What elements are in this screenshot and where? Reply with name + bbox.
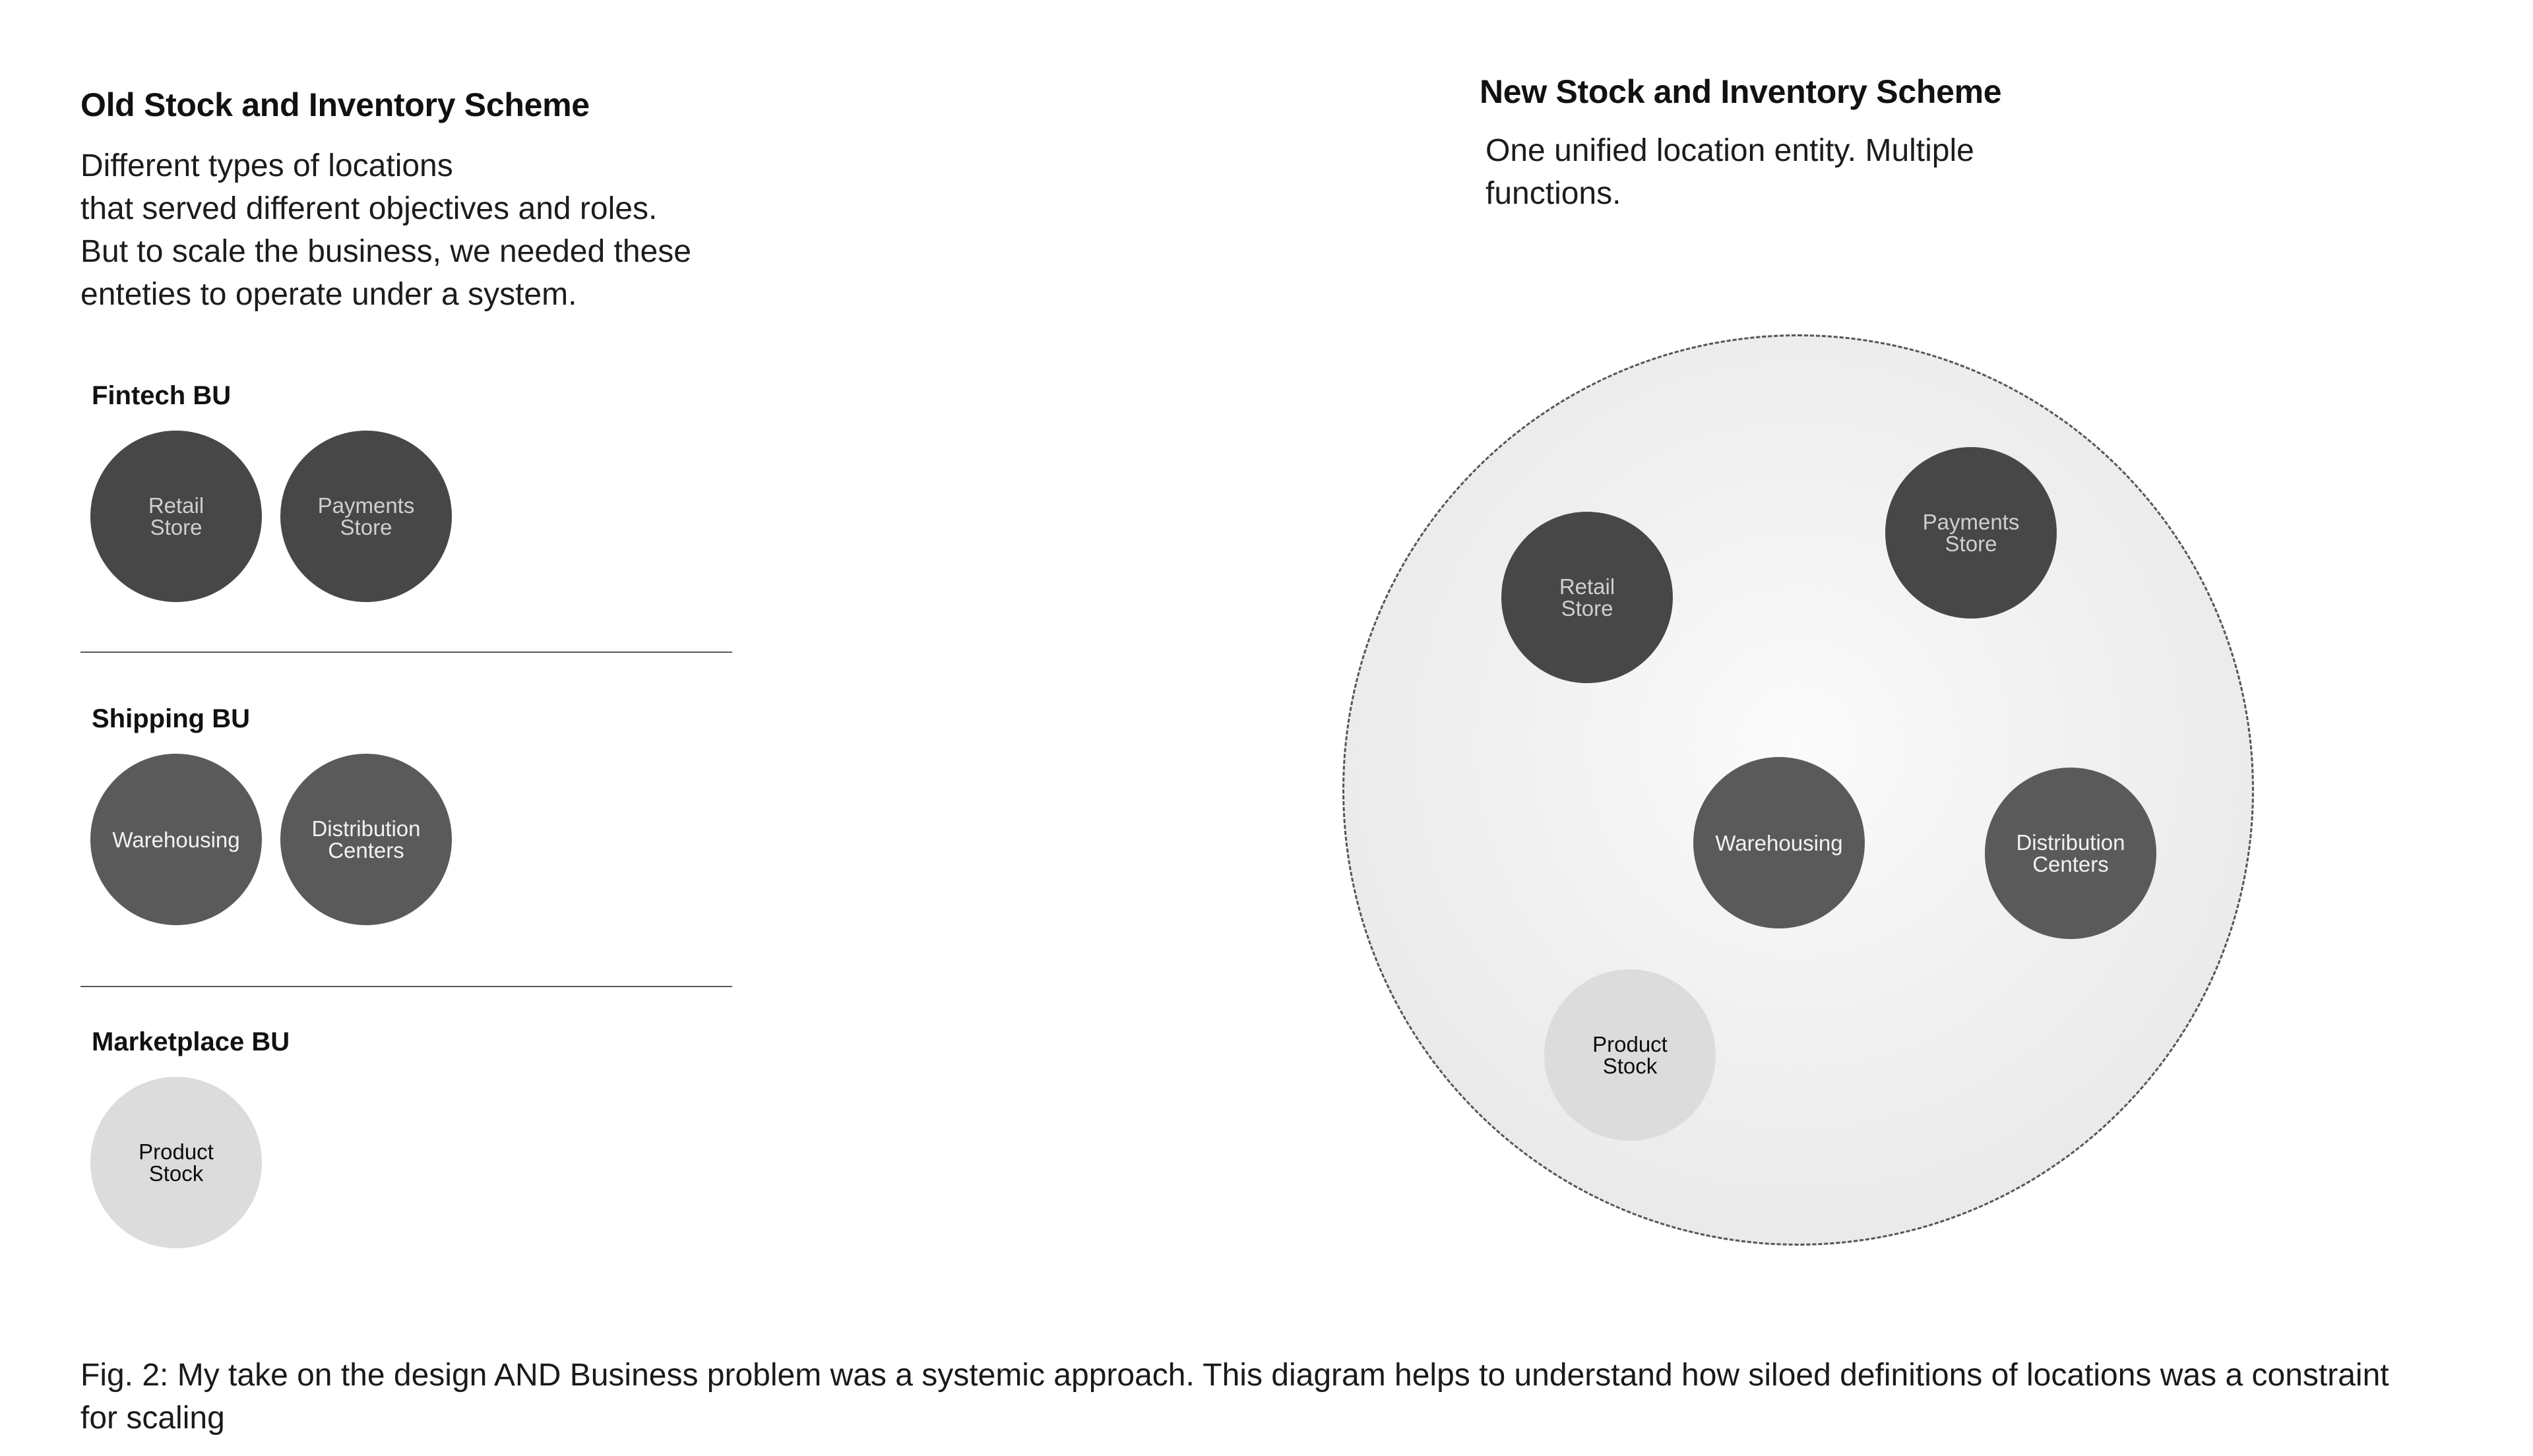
caption-line: for scaling [80, 1401, 225, 1436]
fintech-bu-label: Fintech BU [92, 381, 232, 410]
old-retail-store-node [90, 431, 262, 602]
marketplace-bu-label: Marketplace BU [92, 1027, 290, 1056]
new-description-line: functions. [1485, 176, 1621, 211]
node-label-line: Centers [2032, 852, 2109, 876]
new-scheme-description [1485, 129, 1974, 215]
old-product-stock-node [90, 1077, 262, 1248]
node-label-line: Store [340, 515, 392, 539]
new-product-stock-node [1544, 969, 1716, 1141]
node-label-line: Stock [1602, 1054, 1658, 1078]
old-description-line: that served different objectives and roles. [80, 191, 658, 226]
old-payments-store-node [280, 431, 452, 602]
new-scheme-title: New Stock and Inventory Scheme [1480, 73, 2002, 110]
new-payments-store-node [1885, 447, 2057, 619]
node-label-line: Product [1592, 1032, 1668, 1056]
old-distribution-centers-node [280, 754, 452, 925]
node-label-line: Centers [328, 838, 404, 863]
figure-caption [80, 1354, 2495, 1440]
node-label-line: Store [1561, 596, 1613, 621]
node-label-line: Warehousing [1715, 830, 1843, 855]
new-distribution-centers-node [1985, 768, 2156, 939]
node-label-line: Payments [317, 493, 415, 518]
node-label-line: Store [1945, 531, 1997, 556]
new-description-line: One unified location entity. Multiple [1485, 133, 1974, 168]
node-label-line: Stock [148, 1161, 204, 1186]
group-divider [80, 986, 732, 987]
node-label-line: Payments [1922, 510, 2020, 534]
node-label-line: Distribution [2016, 830, 2125, 855]
caption-line: Fig. 2: My take on the design AND Business problem was a systemic approach. This diagram helps to understand how siloed definitions of locations was a constraint [80, 1358, 2389, 1393]
node-label-line: Retail [1559, 574, 1615, 599]
node-label-line: Product [139, 1139, 214, 1164]
node-label-line: Warehousing [112, 827, 240, 852]
old-warehousing-node [90, 754, 262, 925]
node-label-line: Distribution [311, 816, 421, 841]
old-scheme-title: Old Stock and Inventory Scheme [80, 86, 590, 123]
new-retail-store-node [1501, 512, 1673, 683]
old-description-line: Different types of locations [80, 148, 453, 183]
group-divider [80, 652, 732, 653]
shipping-bu-label: Shipping BU [92, 704, 250, 733]
node-label-line: Retail [148, 493, 204, 518]
old-description-line: But to scale the business, we needed these [80, 234, 691, 269]
node-label-line: Store [150, 515, 203, 539]
old-scheme-description [80, 144, 691, 316]
new-warehousing-node [1693, 757, 1865, 928]
old-description-line: enteties to operate under a system. [80, 277, 577, 312]
